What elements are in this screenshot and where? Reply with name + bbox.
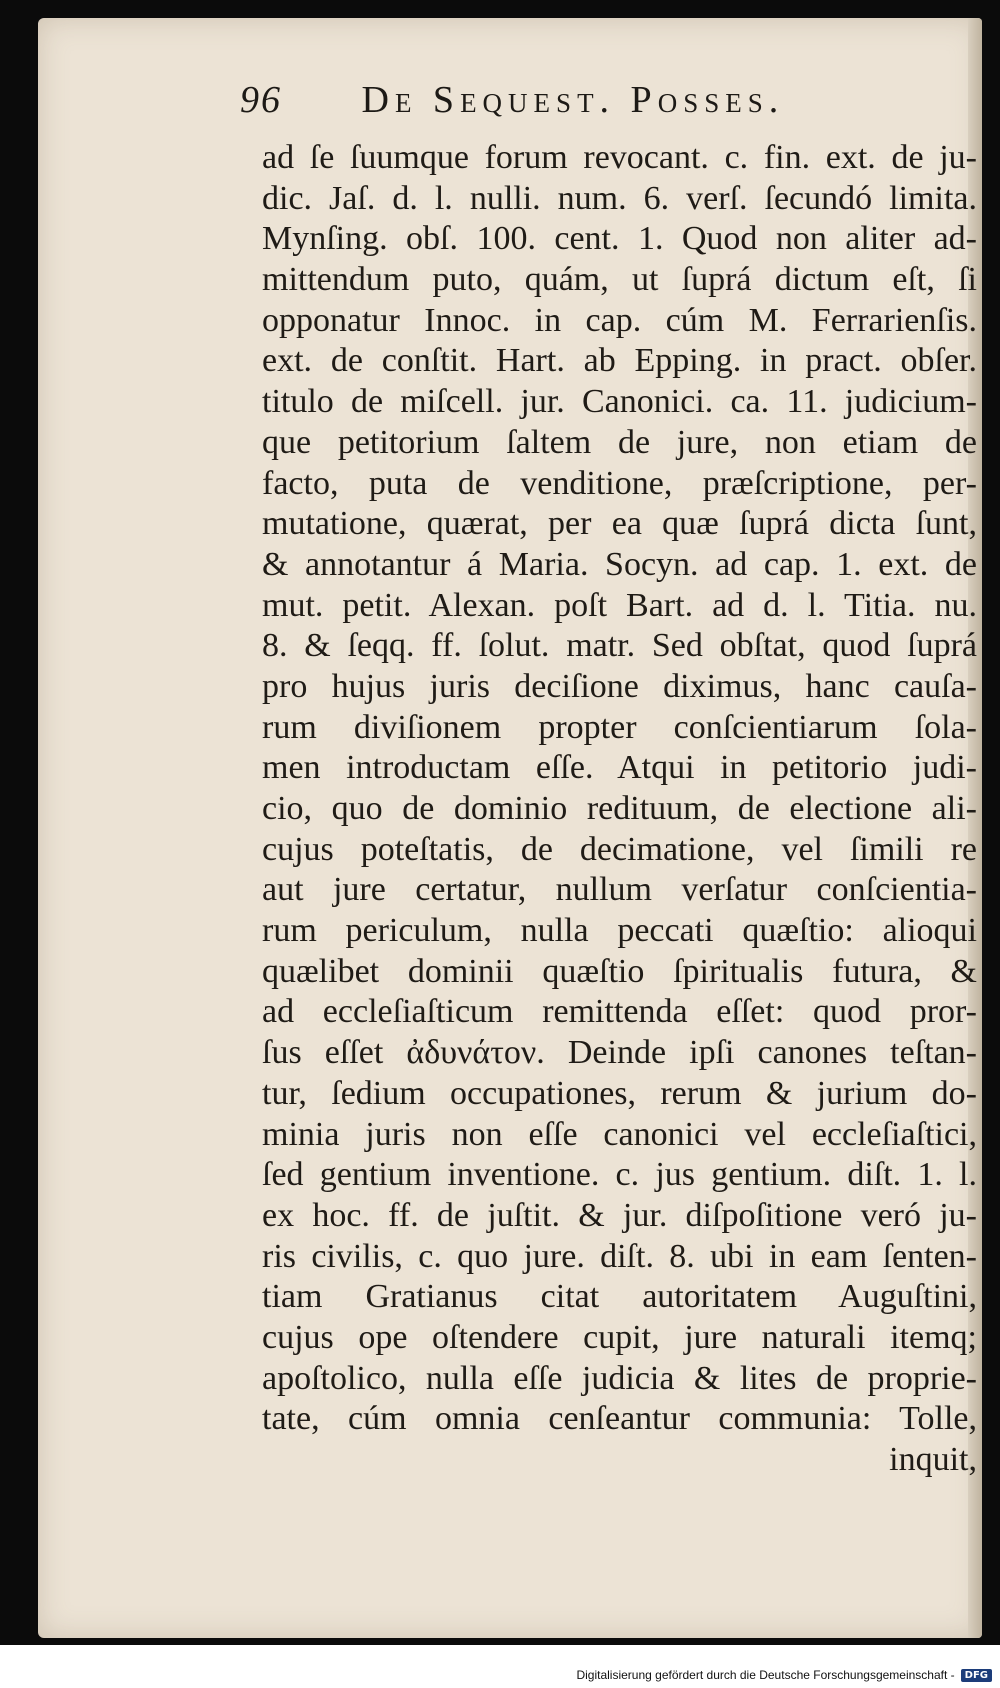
text-line: facto, puta de venditione, præſcriptione, per-	[262, 464, 977, 502]
running-head	[240, 78, 880, 128]
text-line: pro hujus juris deciſione diximus, hanc cauſa-	[262, 667, 977, 705]
digitization-footer	[576, 1668, 992, 1682]
text-line: mittendum puto, quám, ut ſuprá dictum eſt, ſi	[262, 261, 977, 299]
text-line: tate, cúm omnia cenſeantur communia: Tolle,	[262, 1400, 977, 1438]
text-line: rum diviſionem propter conſcientiarum ſola-	[262, 708, 977, 746]
footer-credit: Digitalisierung gefördert durch die Deutsche Forschungsgemeinschaft -	[576, 1668, 955, 1682]
text-line: men introductam eſſe. Atqui in petitorio judi-	[262, 749, 977, 787]
text-line: 8. & ſeqq. ff. ſolut. matr. Sed obſtat, quod ſuprá	[262, 627, 977, 665]
text-line: rum periculum, nulla peccati quæſtio: alioqui	[262, 912, 977, 950]
page-number: 96	[240, 79, 282, 121]
text-line: titulo de miſcell. jur. Canonici. ca. 11. judicium-	[262, 383, 977, 421]
body-text	[262, 138, 977, 1481]
text-line: cujus poteſtatis, de decimatione, vel ſimili re	[262, 830, 977, 868]
running-title: De Sequest. Posses.	[361, 79, 785, 121]
text-line: cio, quo de dominio redituum, de electione ali-	[262, 790, 977, 827]
text-line: tur, ſedium occupationes, rerum & jurium do-	[262, 1074, 977, 1112]
text-line: mutatione, quærat, per ea quæ ſuprá dicta ſunt,	[262, 505, 977, 543]
text-line: dic. Jaſ. d. l. nulli. num. 6. verſ. ſecundó limita.	[262, 179, 977, 217]
text-line: minia juris non eſſe canonici vel eccleſiaſtici,	[262, 1115, 977, 1153]
dfg-logo: DFG	[961, 1669, 992, 1682]
text-line: cujus ope oſtendere cupit, jure naturali itemq;	[262, 1318, 977, 1356]
text-line: ext. de conſtit. Hart. ab Epping. in pract. obſer.	[262, 342, 977, 380]
text-line: mut. petit. Alexan. poſt Bart. ad d. l. Titia. nu.	[262, 586, 977, 624]
text-line: opponatur Innoc. in cap. cúm M. Ferrarienſis.	[262, 301, 977, 339]
text-line: ad ſe ſuumque forum revocant. c. fin. ext. de ju-	[262, 139, 977, 176]
text-line: aut jure certatur, nullum verſatur conſcientia-	[262, 871, 977, 909]
text-line: tiam Gratianus citat autoritatem Auguſtini,	[262, 1278, 977, 1316]
text-line: ſus eſſet ἀδυνάτον. Deinde ipſi canones teſtan-	[262, 1034, 977, 1072]
text-line: Mynſing. obſ. 100. cent. 1. Quod non aliter ad-	[262, 220, 977, 258]
text-line: ris civilis, c. quo jure. diſt. 8. ubi in eam ſenten-	[262, 1237, 977, 1275]
text-line: ſed gentium inventione. c. jus gentium. diſt. 1. l.	[262, 1156, 977, 1194]
catchword: inquit,	[889, 1441, 977, 1478]
text-line: & annotantur á Maria. Socyn. ad cap. 1. ext. de	[262, 545, 977, 583]
text-line: que petitorium ſaltem de jure, non etiam de	[262, 423, 977, 461]
text-line: ad eccleſiaſticum remittenda eſſet: quod pror-	[262, 993, 977, 1031]
text-line: quælibet dominii quæſtio ſpiritualis futura, &	[262, 952, 977, 990]
text-line: apoſtolico, nulla eſſe judicia & lites de proprie-	[262, 1359, 977, 1397]
text-line: ex hoc. ff. de juſtit. & jur. diſpoſitione veró ju-	[262, 1196, 977, 1234]
